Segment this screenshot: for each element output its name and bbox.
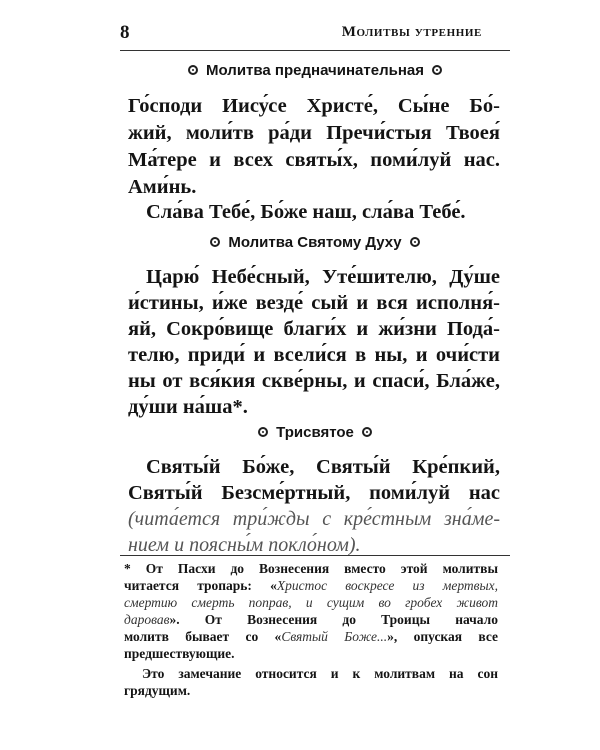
ornament-icon <box>188 65 198 75</box>
section-title-text: Молитва Святому Духу <box>228 234 402 251</box>
footnote-text: читается тропарь: « <box>124 578 277 593</box>
prayer-line: ны от вся́кия скве́рны, и спаси́, Бла́же, <box>128 370 500 392</box>
running-head <box>120 20 510 51</box>
section-title-holy-spirit <box>120 234 510 251</box>
footnote-line: * От Пасхи до Вознесения вместо этой молитвы <box>124 561 498 576</box>
section-title-text: Трисвятое <box>276 424 354 441</box>
footnote-quote: Святый Боже... <box>281 629 388 644</box>
footnote-line: грядущим. <box>124 683 191 698</box>
section-title-trisagion <box>120 424 510 441</box>
rubric-line: нием и поясны́м покло́ном). <box>128 534 361 556</box>
prayer-line: Ами́нь. <box>128 176 197 198</box>
rubric-line: (чита́ется три́жды с кре́стным зна́ме- <box>128 508 500 530</box>
footnote-line <box>124 578 498 594</box>
prayer-line: телю, приди́ и всели́ся в ны, и очи́сти <box>128 344 500 366</box>
prayer-line: Сла́ва Тебе́, Бо́же наш, сла́ва Тебе́. <box>146 201 466 223</box>
footnote-line <box>124 629 498 645</box>
footnote-line <box>124 612 498 628</box>
footnote-divider <box>120 555 510 556</box>
prayer-line: Святы́й Безсме́ртный, поми́луй нас <box>128 482 500 504</box>
ornament-icon <box>258 427 268 437</box>
prayer-line: ду́ши на́ша*. <box>128 396 248 418</box>
footnote-quote: смертию смерть поправ, и сущим во гробех живот <box>124 595 498 610</box>
ornament-icon <box>362 427 372 437</box>
section-title-text: Молитва предначинательная <box>206 62 424 79</box>
footnote-quote: даровав <box>124 612 170 627</box>
prayer-line: яй, Сокро́вище благи́х и жи́зни Пода́- <box>128 318 500 340</box>
page-number: 8 <box>120 22 130 43</box>
footnote-quote: Христос воскресе из мертвых, <box>276 578 499 593</box>
footnote-text: ». От Вознесения до Троицы начало <box>169 612 498 627</box>
prayer-line: Царю́ Небе́сный, Уте́шителю, Ду́ше <box>146 266 500 288</box>
footnote-line: предшествующие. <box>124 646 235 661</box>
footnote-text: молитв бывает со « <box>124 629 282 644</box>
prayer-line: Ма́тере и всех святы́х, поми́луй нас. <box>128 149 500 171</box>
running-title: молитвы утренние <box>341 24 482 40</box>
prayer-line: и́стины, и́же везде́ сый и вся исполня́- <box>128 292 500 314</box>
ornament-icon <box>432 65 442 75</box>
prayer-line: Го́споди Иису́се Христе́, Сы́не Бо́- <box>128 95 500 117</box>
footnote-line <box>124 595 498 611</box>
prayer-line: Святы́й Бо́же, Святы́й Кре́пкий, <box>146 456 500 478</box>
ornament-icon <box>210 237 220 247</box>
ornament-icon <box>410 237 420 247</box>
footnote-line: Это замечание относится и к молитвам на сон <box>142 666 498 681</box>
section-title-preliminary <box>120 62 510 79</box>
footnote-text: », опуская все <box>387 629 498 644</box>
prayer-line: жий, моли́тв ра́ди Пречи́стыя Твоея́ <box>128 122 500 144</box>
